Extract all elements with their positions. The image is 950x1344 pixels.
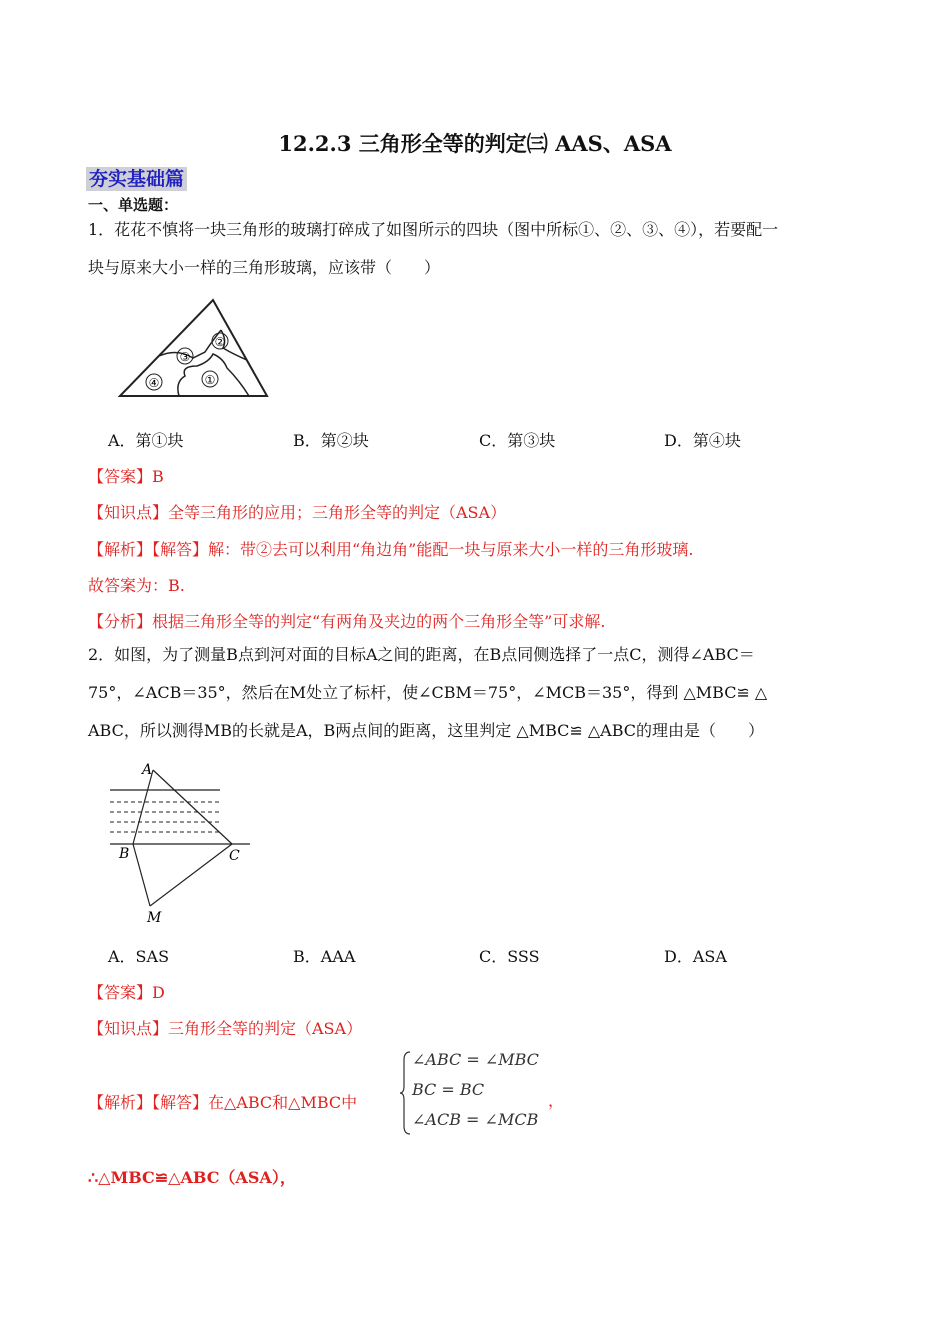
page-title: 12.2.3 三角形全等的判定㈢ AAS、ASA [278,131,672,156]
q1-figure-label-1 [202,371,218,387]
q2-figure-label-c: C [229,848,240,864]
q1-knowledge-point: 【知识点】全等三角形的应用；三角形全等的判定（ASA） [88,503,507,522]
q1-final-answer: 故答案为：B. [88,576,185,595]
q1-option-a[interactable]: A．第①块 [108,431,184,450]
q1-option-c[interactable]: C．第③块 [479,431,556,450]
q2-condition-angle-acb: ∠ACB = ∠MCB [412,1110,539,1129]
q2-option-b[interactable]: B．AAA [293,947,356,966]
q2-conclusion: ∴△MBC≌△ABC（ASA）， [88,1168,296,1187]
q1-figure-label-2 [212,333,228,349]
q1-explanation: 【分析】根据三角形全等的判定“有两角及夹边的两个三角形全等”可求解. [88,612,606,631]
q1-glass-figure [115,296,275,402]
q2-figure-label-b: B [119,846,130,862]
q2-figure-label-a: A [142,762,153,778]
q1-analysis: 【解析】【解答】解：带②去可以利用“角边角”能配一块与原来大小一样的三角形玻璃. [88,540,694,559]
q2-answer: 【答案】D [88,983,165,1002]
q2-system-comma: ， [548,1091,565,1110]
q2-text-line2: 75°，∠ACB＝35°，然后在M处立了标杆，使∠CBM＝75°，∠MCB＝35°，得到 △MBC≌ △ [88,683,768,702]
q1-text-line2: 块与原来大小一样的三角形玻璃，应该带（ ） [88,258,441,277]
q2-analysis-prefix: 【解析】【解答】在△ABC和△MBC中 [88,1093,358,1112]
q1-option-d[interactable]: D．第④块 [664,431,741,450]
svg-text:④: ④ [148,376,160,390]
q2-figure-label-m: M [147,910,162,926]
q2-condition-side-bc: BC = BC [412,1080,485,1099]
q2-river-figure [105,758,255,928]
q1-answer: 【答案】B [88,467,164,486]
q1-text-line1: 1．花花不慎将一块三角形的玻璃打碎成了如图所示的四块（图中所标①、②、③、④），若要配一 [88,220,779,239]
section-subhead: 一、单选题： [88,196,179,214]
q2-option-a[interactable]: A．SAS [108,947,170,966]
q2-condition-angle-abc: ∠ABC = ∠MBC [412,1050,539,1069]
left-brace-icon [400,1050,412,1136]
q2-knowledge-point: 【知识点】三角形全等的判定（ASA） [88,1019,363,1038]
svg-text:③: ③ [179,350,191,364]
q2-equation-system [400,1050,550,1136]
q2-option-d[interactable]: D．ASA [664,947,727,966]
q1-option-b[interactable]: B．第②块 [293,431,369,450]
q2-option-c[interactable]: C．SSS [479,947,540,966]
section-tag: 夯实基础篇 [86,167,187,191]
q2-text-line1: 2．如图，为了测量B点到河对面的目标A之间的距离，在B点同侧选择了一点C，测得∠ABC＝ [88,645,755,664]
q2-text-line3: ABC，所以测得MB的长就是A，B两点间的距离，这里判定 △MBC≌ △ABC的理由是（ ） [88,721,765,740]
svg-text:①: ① [204,373,216,387]
q1-figure-label-4 [146,374,162,390]
svg-text:②: ② [214,335,226,349]
